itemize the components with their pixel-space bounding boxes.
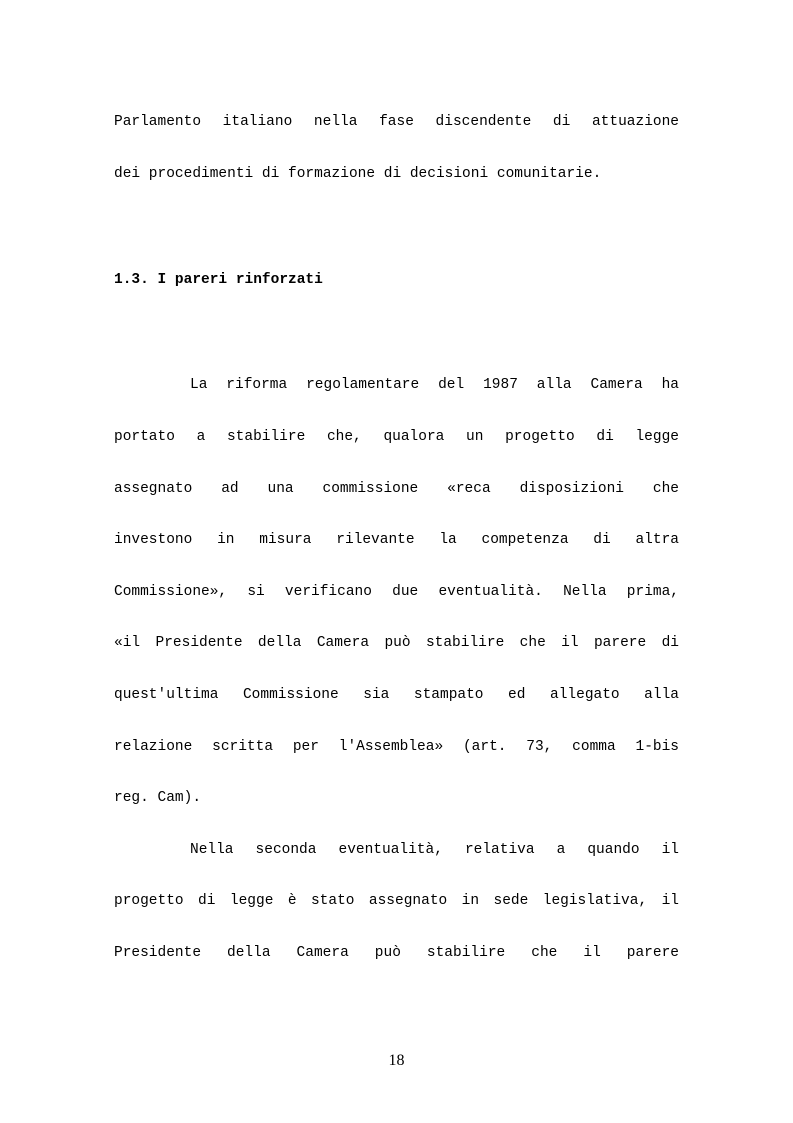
page-number: 18 (388, 1052, 405, 1069)
paragraph-line: «il Presidente della Camera può stabilire che il parere di (114, 635, 679, 651)
text-line: Parlamento italiano nella fase discendente di attuazione (114, 114, 679, 130)
paragraph-line: assegnato ad una commissione «reca disposizioni che (114, 481, 679, 497)
paragraph-line: relazione scritta per l'Assemblea» (art. 73, comma 1-bis (114, 739, 679, 755)
paragraph-line: La riforma regolamentare del 1987 alla Camera ha (190, 377, 679, 393)
paragraph-line: Presidente della Camera può stabilire che il parere (114, 945, 679, 961)
paragraph-line: progetto di legge è stato assegnato in sede legislativa, il (114, 893, 679, 909)
text-line: dei procedimenti di formazione di decisioni comunitarie. (114, 166, 602, 182)
paragraph-line: quest'ultima Commissione sia stampato ed allegato alla (114, 687, 679, 703)
paragraph-line: investono in misura rilevante la competenza di altra (114, 532, 679, 548)
paragraph-line: Nella seconda eventualità, relativa a quando il (190, 842, 679, 858)
paragraph-line: Commissione», si verificano due eventualità. Nella prima, (114, 584, 679, 600)
section-heading: 1.3. I pareri rinforzati (114, 272, 323, 288)
paragraph-line: portato a stabilire che, qualora un progetto di legge (114, 429, 679, 445)
paragraph-line: reg. Cam). (114, 790, 202, 806)
